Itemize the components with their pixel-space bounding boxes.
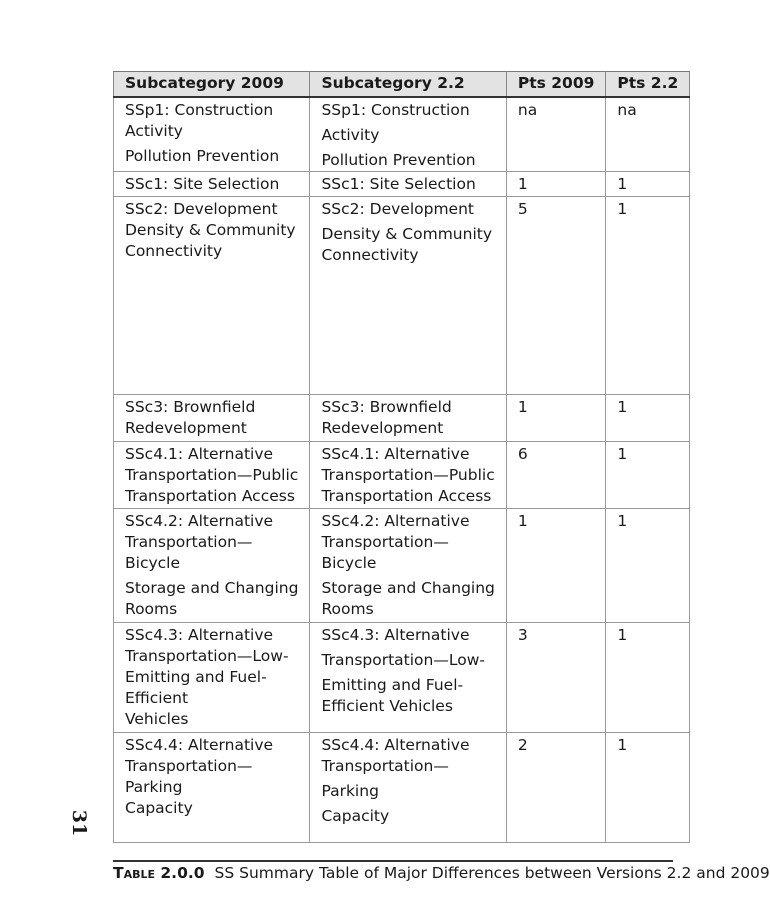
cell-text-line: Rooms [321, 599, 374, 618]
cell-text-line: Storage and Changing [321, 578, 495, 597]
cell-text-line: Efficient Vehicles [321, 696, 453, 715]
cell-pts-2-2: 1 [606, 394, 690, 441]
cell-text-line: Density & Community [125, 220, 296, 239]
cell-pts-2009: 1 [506, 394, 606, 441]
table-row [114, 622, 690, 732]
cell-subcategory-2-2 [310, 394, 506, 441]
cell-text-line: Capacity [321, 806, 390, 825]
cell-subcategory-2-2 [310, 508, 506, 622]
table-row [114, 508, 690, 622]
caption-label: Table 2.0.0 [113, 864, 205, 882]
cell-subcategory-2-2 [310, 97, 506, 172]
cell-text-line: SSc4.3: Alternative [125, 625, 274, 644]
cell-subcategory-2009 [114, 622, 310, 732]
cell-text-line: Bicycle [321, 553, 377, 572]
table-row [114, 171, 690, 196]
cell-text-line: Transportation Access [125, 486, 295, 505]
cell-subcategory-2009 [114, 97, 310, 172]
cell-subcategory-2-2 [310, 196, 506, 394]
cell-text-line: Connectivity [321, 245, 419, 264]
cell-text-line: Redevelopment [125, 418, 247, 437]
cell-text-line: Storage and Changing [125, 578, 299, 597]
cell-subcategory-2-2 [310, 441, 506, 508]
cell-subcategory-2-2 [310, 622, 506, 732]
cell-text-line: SSp1: Construction [125, 100, 274, 119]
cell-subcategory-2009 [114, 171, 310, 196]
table-row [114, 196, 690, 394]
cell-text-line: Pollution Prevention [125, 146, 280, 165]
cell-text-line: SSc2: Development [125, 199, 278, 218]
cell-text-line: Emitting and Fuel- [125, 667, 267, 686]
cell-text-line: Transportation—Low- [321, 650, 485, 669]
cell-text-line: Vehicles [125, 709, 189, 728]
cell-text-line: Parking [125, 777, 183, 796]
cell-pts-2-2: 1 [606, 622, 690, 732]
table-caption [113, 860, 770, 882]
summary-table [113, 71, 690, 843]
cell-pts-2009: 3 [506, 622, 606, 732]
cell-text-line: SSc4.4: Alternative [321, 735, 470, 754]
cell-text-line: SSc1: Site Selection [125, 174, 280, 193]
cell-pts-2-2: 1 [606, 171, 690, 196]
cell-pts-2-2: 1 [606, 732, 690, 842]
header-pts-2009: Pts 2009 [506, 72, 606, 97]
table-body [114, 97, 690, 843]
header-pts-2-2: Pts 2.2 [606, 72, 690, 97]
cell-text-line: SSc3: Brownfield [125, 397, 256, 416]
cell-pts-2009: 2 [506, 732, 606, 842]
cell-text-line: SSc4.4: Alternative [125, 735, 274, 754]
cell-pts-2-2: 1 [606, 441, 690, 508]
cell-pts-2-2: 1 [606, 508, 690, 622]
table-row [114, 441, 690, 508]
cell-pts-2009: 5 [506, 196, 606, 394]
cell-subcategory-2009 [114, 394, 310, 441]
caption-text: SS Summary Table of Major Differences between Versions 2.2 and 2009 [214, 864, 770, 882]
cell-text-line: Transportation— [321, 756, 449, 775]
cell-text-line: Transportation Access [321, 486, 492, 505]
cell-text-line: Pollution Prevention [321, 150, 476, 169]
cell-text-line: Efficient [125, 688, 189, 707]
page-number: 31 [68, 809, 90, 837]
cell-subcategory-2009 [114, 732, 310, 842]
table-row [114, 394, 690, 441]
cell-pts-2009: na [506, 97, 606, 172]
cell-text-line: Transportation— [125, 532, 253, 551]
cell-subcategory-2009 [114, 441, 310, 508]
cell-text-line: SSc1: Site Selection [321, 174, 476, 193]
cell-text-line: Capacity [125, 798, 193, 817]
cell-text-line: SSc2: Development [321, 199, 474, 218]
cell-pts-2-2: na [606, 97, 690, 172]
cell-text-line: Emitting and Fuel- [321, 675, 464, 694]
cell-pts-2009: 1 [506, 508, 606, 622]
cell-subcategory-2-2 [310, 171, 506, 196]
header-subcategory-2-2: Subcategory 2.2 [310, 72, 506, 97]
cell-text-line: Connectivity [125, 241, 223, 260]
cell-pts-2-2: 1 [606, 196, 690, 394]
cell-text-line: Transportation— [125, 756, 253, 775]
table-header-row [114, 72, 690, 97]
header-subcategory-2009: Subcategory 2009 [114, 72, 310, 97]
cell-text-line: SSp1: Construction [321, 100, 470, 119]
cell-pts-2009: 1 [506, 171, 606, 196]
cell-text-line: SSc4.2: Alternative [125, 511, 274, 530]
cell-subcategory-2-2 [310, 732, 506, 842]
cell-text-line: Transportation— [321, 532, 449, 551]
cell-text-line: Activity [321, 125, 380, 144]
cell-text-line: SSc4.3: Alternative [321, 625, 470, 644]
cell-text-line: SSc3: Brownfield [321, 397, 452, 416]
cell-text-line: Rooms [125, 599, 178, 618]
cell-text-line: Bicycle [125, 553, 180, 572]
cell-text-line: SSc4.1: Alternative [321, 444, 470, 463]
cell-text-line: Density & Community [321, 224, 493, 243]
cell-pts-2009: 6 [506, 441, 606, 508]
cell-text-line: Parking [321, 781, 379, 800]
cell-text-line: SSc4.1: Alternative [125, 444, 274, 463]
cell-subcategory-2009 [114, 196, 310, 394]
cell-text-line: Transportation—Low- [125, 646, 289, 665]
cell-text-line: SSc4.2: Alternative [321, 511, 470, 530]
table-row [114, 97, 690, 172]
table-row [114, 732, 690, 842]
cell-subcategory-2009 [114, 508, 310, 622]
cell-text-line: Transportation—Public [321, 465, 495, 484]
cell-text-line: Redevelopment [321, 418, 444, 437]
cell-text-line: Transportation—Public [125, 465, 299, 484]
cell-text-line: Activity [125, 121, 183, 140]
